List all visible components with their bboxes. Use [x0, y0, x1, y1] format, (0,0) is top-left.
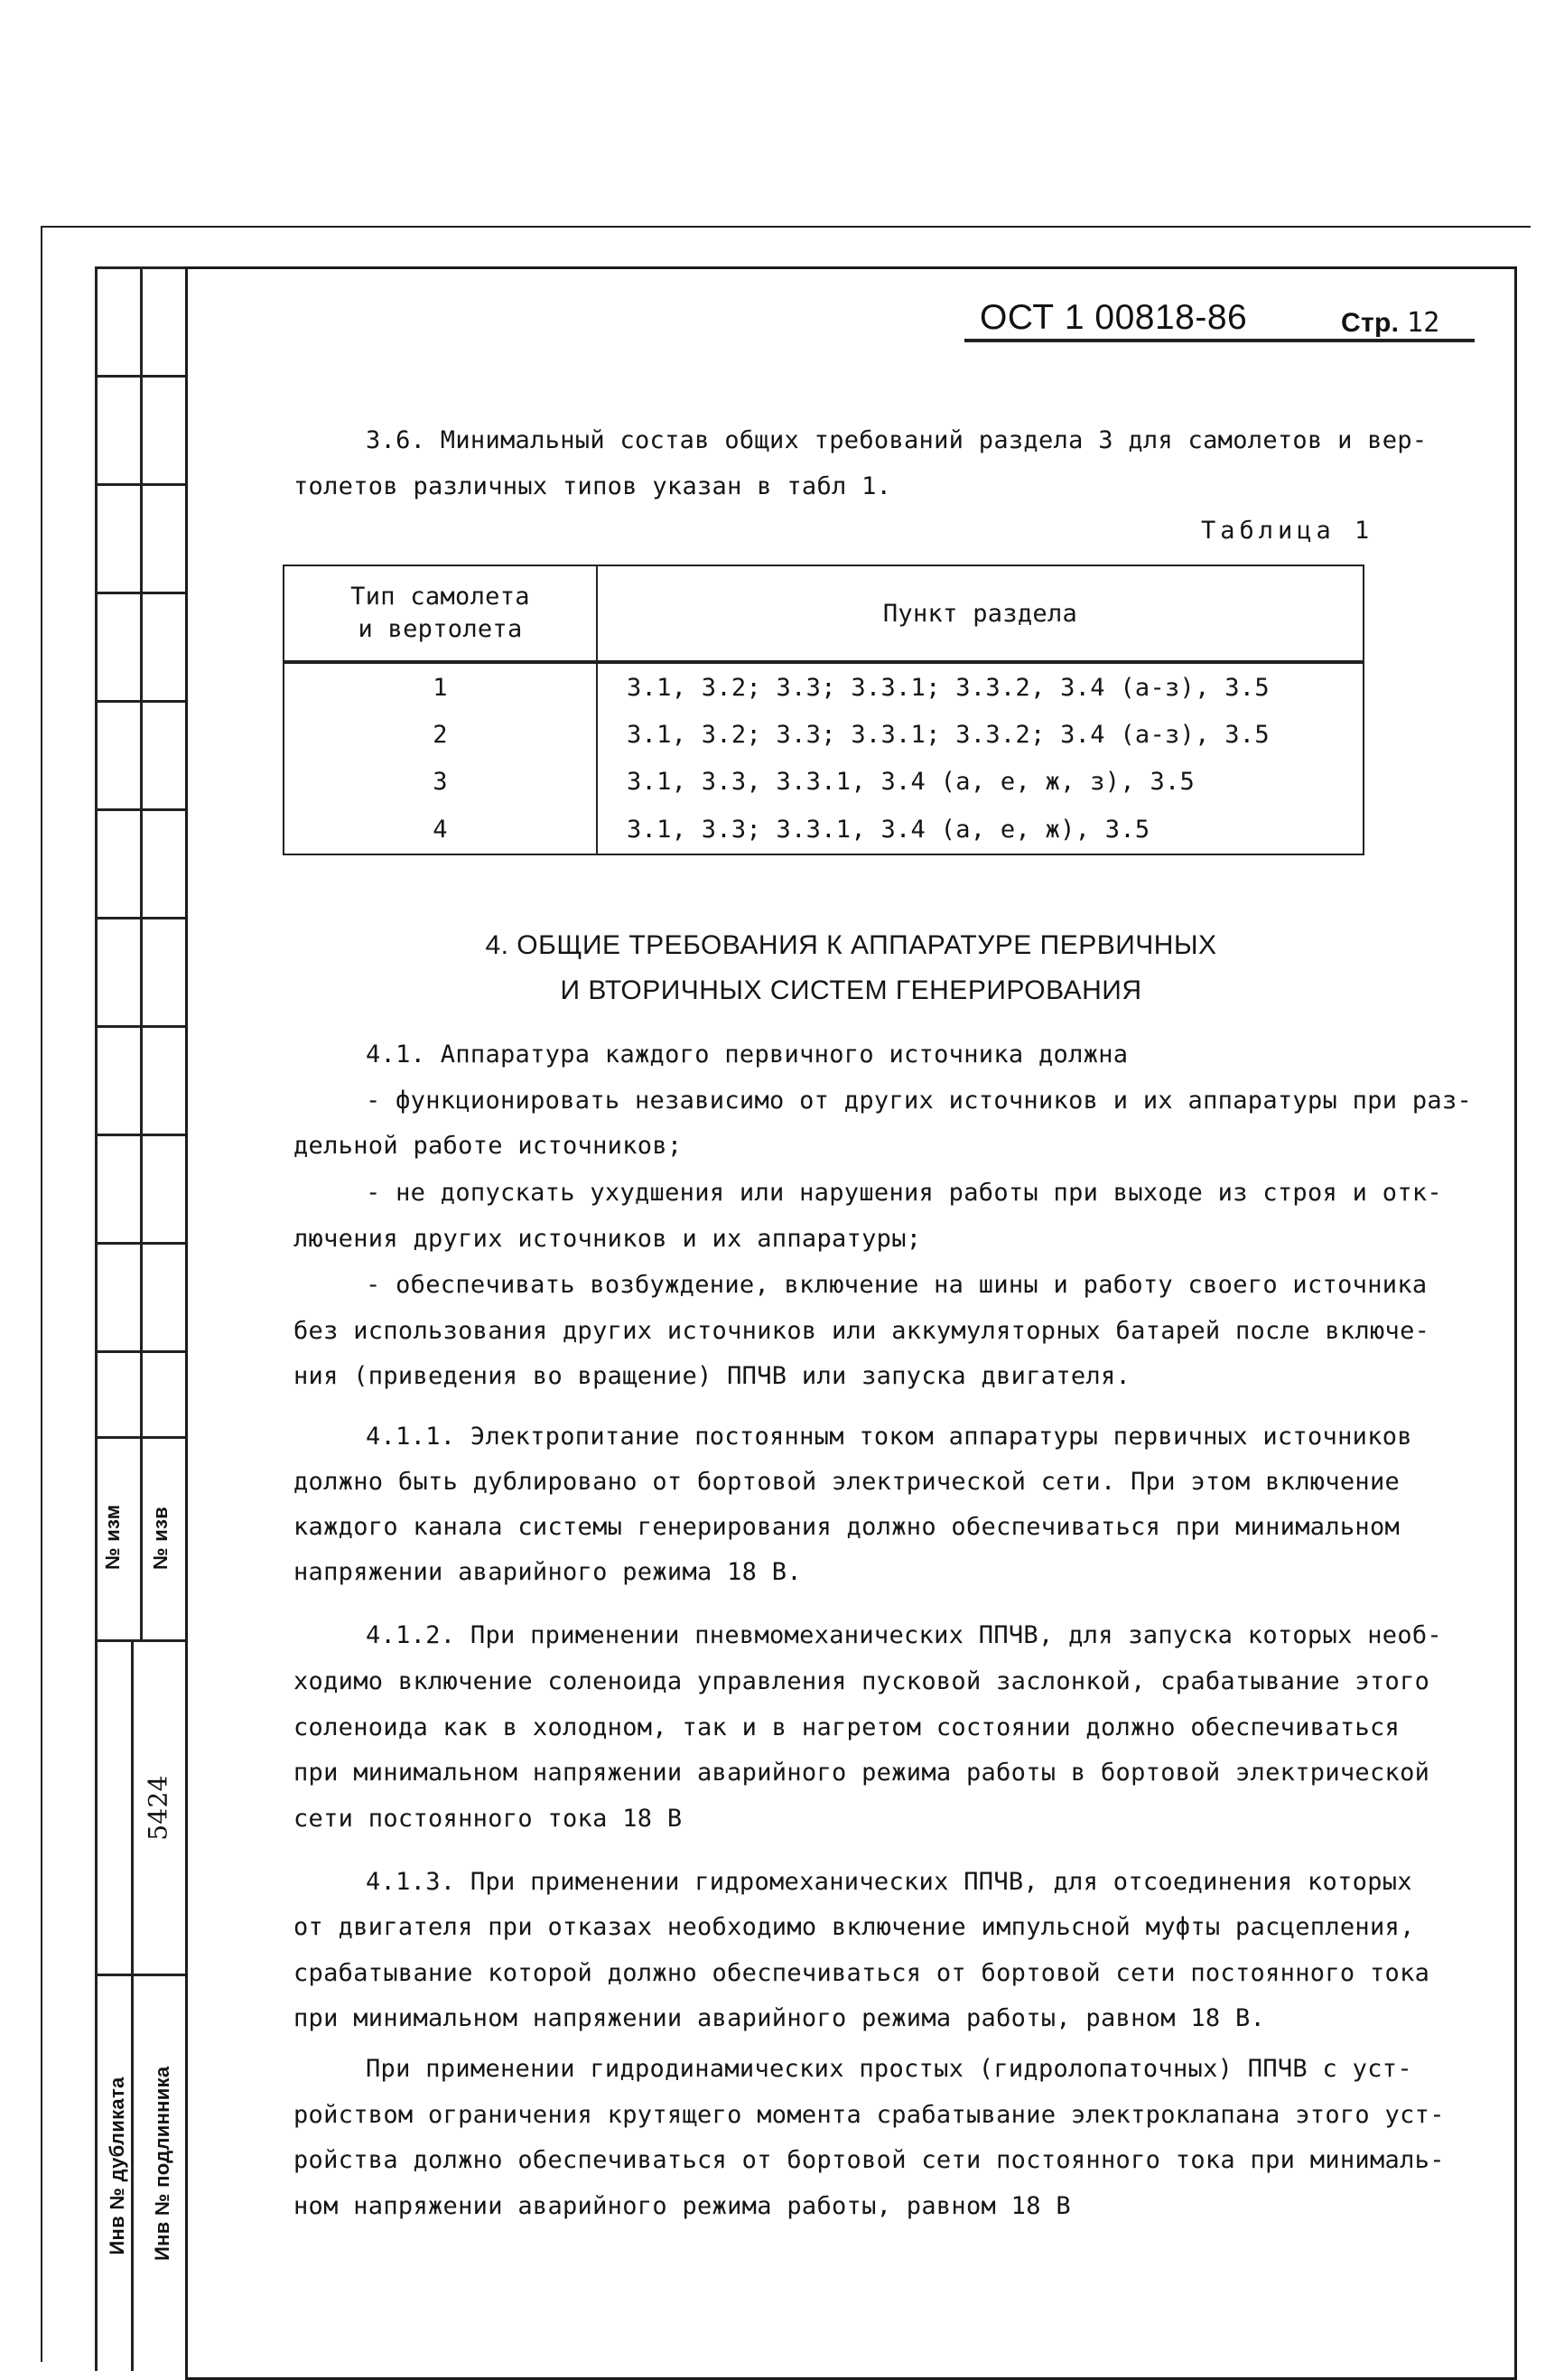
table-header-row — [284, 565, 1364, 662]
margin-row — [95, 1025, 185, 1028]
body-line: сети постоянного тока 18 В — [293, 1805, 683, 1833]
body-line: соленоида как в холодном, так и в нагретом состоянии должно обеспечиваться — [293, 1713, 1401, 1741]
body-line: ния (приведения во вращение) ППЧВ или запуска двигателя. — [293, 1362, 1131, 1390]
margin-col-line-3 — [131, 1639, 134, 2371]
section-title-line-1: 4. ОБЩИЕ ТРЕБОВАНИЯ К АППАРАТУРЕ ПЕРВИЧНЫХ — [485, 930, 1217, 960]
margin-row — [95, 375, 185, 378]
body-line: 4.1.3. При применении гидромеханических ППЧВ, для отсоединения которых — [366, 1868, 1412, 1896]
margin-row — [95, 592, 185, 594]
margin-col-line-2 — [140, 266, 143, 1639]
dubl-label: Инв № дубликата — [106, 2077, 128, 2255]
body-line: лючения других источников и их аппаратуры; — [293, 1225, 922, 1253]
header-type-line-1: Тип самолета — [350, 583, 530, 611]
margin-row — [95, 483, 185, 486]
body-line: 4.1.2. При применении пневмомеханических ППЧВ, для запуска которых необ- — [366, 1621, 1442, 1649]
body-line: при минимальном напряжении аварийного режима работы в бортовой электрической — [293, 1759, 1430, 1787]
row-type: 1 — [284, 662, 597, 711]
podl-label: Инв № подлинника — [151, 2066, 173, 2261]
header-type-line-2: и вертолета — [358, 615, 523, 643]
margin-row — [95, 1639, 185, 1642]
margin-row — [95, 1350, 185, 1353]
table-row — [284, 711, 1364, 758]
page-label: Стр. — [1341, 308, 1400, 338]
margin-top-line — [95, 266, 185, 269]
body-line: срабатывание которой должно обеспечиваться от бортовой сети постоянного тока — [293, 1959, 1430, 1987]
body-line: должно быть дублировано от бортовой электрической сети. При этом включение — [293, 1468, 1401, 1496]
body-line: - не допускать ухудшения или нарушения работы при выходе из строя и отк- — [366, 1179, 1442, 1207]
table-caption: Таблица 1 — [1201, 517, 1374, 545]
body-line: ройства должно обеспечиваться от бортовой сети постоянного тока при минималь- — [293, 2146, 1445, 2174]
body-line: каждого канала системы генерирования должно обеспечиваться при минимальном — [293, 1513, 1401, 1541]
row-items: 3.1, 3.3; 3.3.1, 3.4 (а, е, ж), 3.5 — [597, 805, 1364, 854]
row-items: 3.1, 3.3, 3.3.1, 3.4 (а, е, ж, з), 3.5 — [597, 758, 1364, 805]
table-row — [284, 805, 1364, 854]
intro-line-1: 3.6. Минимальный состав общих требований раздела 3 для самолетов и вер- — [366, 426, 1428, 454]
body-line: - функционировать независимо от других источников и их аппаратуры при раз- — [366, 1087, 1473, 1115]
page-number — [1341, 307, 1440, 339]
margin-row — [95, 1242, 185, 1245]
section-title-line-2: И ВТОРИЧНЫХ СИСТЕМ ГЕНЕРИРОВАНИЯ — [560, 975, 1142, 1005]
izv-label: № изв — [149, 1506, 172, 1570]
body-line: При применении гидродинамических простых (гидролопаточных) ППЧВ с уст- — [366, 2055, 1412, 2083]
intro-line-2: толетов различных типов указан в табл 1. — [293, 472, 892, 500]
body-line: от двигателя при отказах необходимо включение импульсной муфты расцепления, — [293, 1913, 1415, 1941]
row-items: 3.1, 3.2; 3.3; 3.3.1; 3.3.2; 3.4 (а-з), 3.5 — [597, 711, 1364, 758]
requirements-table — [283, 565, 1364, 855]
body-line: ном напряжении аварийного режима работы, равном 18 В — [293, 2192, 1071, 2220]
body-line: ходимо включение соленоида управления пусковой заслонкой, срабатывание этого — [293, 1667, 1430, 1695]
table-row — [284, 662, 1364, 711]
document-code: ОСТ 1 00818-86 — [980, 298, 1248, 337]
header-underline — [964, 339, 1475, 342]
body-line: ройством ограничения крутящего момента срабатывание электроклапана этого уст- — [293, 2101, 1445, 2129]
page-number-value: 12 — [1406, 307, 1440, 339]
row-items: 3.1, 3.2; 3.3; 3.3.1; 3.3.2, 3.4 (а-з), 3.5 — [597, 662, 1364, 711]
body-line: напряжении аварийного режима 18 В. — [293, 1558, 802, 1586]
body-line: без использования других источников или аккумуляторных батарей после включе- — [293, 1317, 1430, 1345]
table-row — [284, 758, 1364, 805]
margin-row — [95, 1436, 185, 1439]
header-section-items: Пункт раздела — [597, 565, 1364, 662]
body-line: 4.1.1. Электропитание постоянным током аппаратуры первичных источников — [366, 1423, 1412, 1451]
body-line: при минимальном напряжении аварийного режима работы, равном 18 В. — [293, 2004, 1266, 2032]
margin-row — [95, 1974, 185, 1976]
body-line: - обеспечивать возбуждение, включение на шины и работу своего источника — [366, 1271, 1428, 1299]
margin-row — [95, 700, 185, 703]
header-aircraft-type — [284, 565, 597, 662]
body-line: дельной работе источников; — [293, 1132, 683, 1160]
margin-col-line-1 — [95, 266, 98, 2371]
margin-row — [95, 808, 185, 811]
inv-number: 5424 — [143, 1775, 173, 1841]
row-type: 2 — [284, 711, 597, 758]
row-type: 4 — [284, 805, 597, 854]
body-line: 4.1. Аппаратура каждого первичного источника должна — [366, 1041, 1129, 1069]
izm-label: № изм — [101, 1504, 124, 1570]
margin-row — [95, 1134, 185, 1136]
row-type: 3 — [284, 758, 597, 805]
margin-row — [95, 917, 185, 919]
